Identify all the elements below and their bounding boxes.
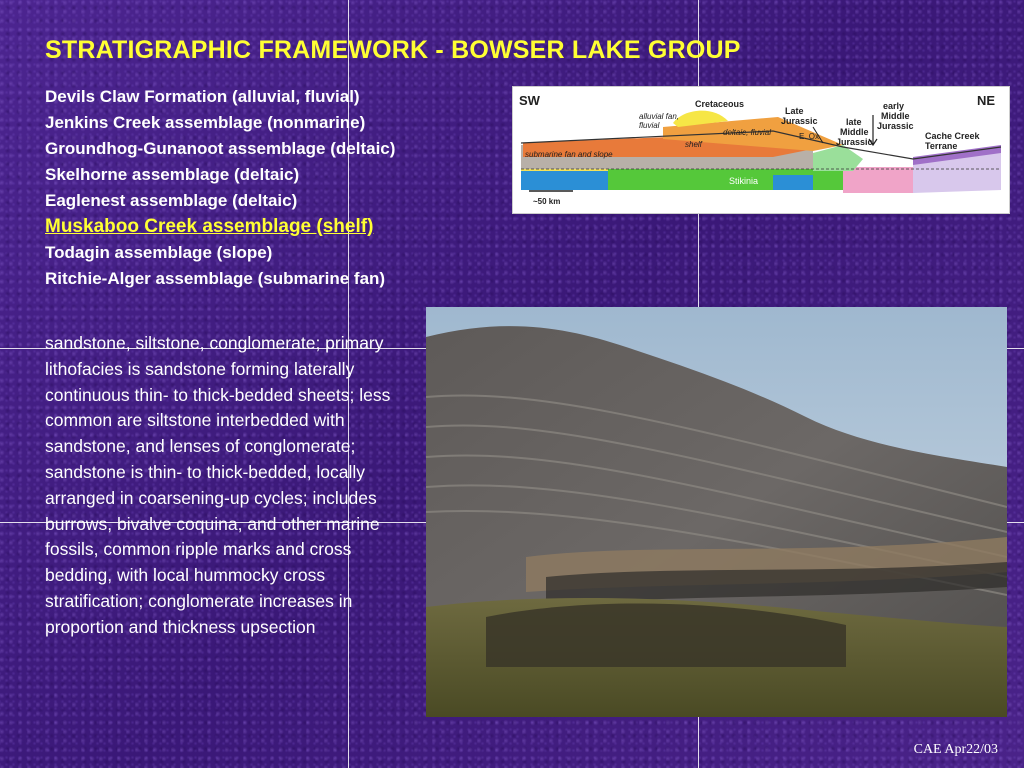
- diagram-label-submarine: submarine fan and slope: [525, 150, 613, 159]
- assemblage-item: Eaglenest assemblage (deltaic): [45, 191, 298, 210]
- diagram-label-cache-creek: Cache Creek: [925, 131, 980, 141]
- assemblage-item: Jenkins Creek assemblage (nonmarine): [45, 113, 366, 132]
- diagram-label-late-jurassic: Jurassic: [781, 116, 818, 126]
- diagram-label-early-middle-jurassic: Middle: [881, 111, 910, 121]
- outcrop-photo: [426, 307, 1007, 717]
- diagram-label-early-middle-jurassic: early: [883, 101, 905, 111]
- diagram-label-late-middle-jurassic: Jurassic: [836, 137, 873, 147]
- diagram-label-alluvial: alluvial fan,: [639, 112, 680, 121]
- assemblage-item: Groundhog-Gunanoot assemblage (deltaic): [45, 139, 396, 158]
- diagram-label-sw: SW: [519, 93, 540, 108]
- diagram-label-scale: ~50 km: [533, 197, 561, 206]
- diagram-label-deltaic: deltaic, fluvial: [723, 128, 772, 137]
- assemblage-description: sandstone, siltstone, conglomerate; primary lithofacies is sandstone forming laterally continuous thin- to thick-bedded sheets; less common are siltstone interbedded with sandstone, and lenses of conglomerate; sandstone is thin- to thick-bedded, locally arranged in coarsening-up cycles; includes burrows, bivalve coquina, and other marine fossils, common ripple marks and cross bedding, with local hummocky cross stratification; conglomerate increases in proportion and thickness upsection: [45, 333, 391, 637]
- assemblage-item: Devils Claw Formation (alluvial, fluvial): [45, 87, 360, 106]
- assemblage-item-highlighted: Muskaboo Creek assemblage (shelf): [45, 216, 374, 237]
- diagram-label-ne: NE: [977, 93, 996, 108]
- assemblage-item: Skelhorne assemblage (deltaic): [45, 165, 300, 184]
- diagram-label-alluvial: fluvial: [639, 121, 660, 130]
- diagram-label-cretaceous: Cretaceous: [695, 99, 745, 109]
- diagram-label-late-jurassic: Late: [785, 106, 804, 116]
- diagram-label-late-middle-jurassic: Middle: [840, 127, 869, 137]
- cross-section-diagram: [512, 86, 1010, 214]
- slide-title: STRATIGRAPHIC FRAMEWORK - BOWSER LAKE GROUP: [45, 36, 741, 64]
- diagram-label-early-middle-jurassic: Jurassic: [877, 121, 914, 131]
- diagram-label-late-middle-jurassic: late: [846, 117, 862, 127]
- diagram-label-stikinia: Stikinia: [729, 176, 759, 186]
- diagram-basement-blue: [521, 171, 608, 190]
- diagram-label-shelf: shelf: [685, 140, 702, 149]
- footer-note: CAE Apr22/03: [913, 742, 998, 757]
- diagram-label-e-ox: E. Ox: [799, 132, 820, 141]
- assemblage-item: Ritchie-Alger assemblage (submarine fan): [45, 269, 386, 288]
- diagram-basement-blue-east: [773, 175, 813, 190]
- diagram-label-cache-creek: Terrane: [925, 141, 958, 151]
- assemblage-item: Todagin assemblage (slope): [45, 243, 273, 262]
- assemblage-list: [45, 84, 395, 292]
- diagram-cache-creek-pink: [843, 167, 913, 193]
